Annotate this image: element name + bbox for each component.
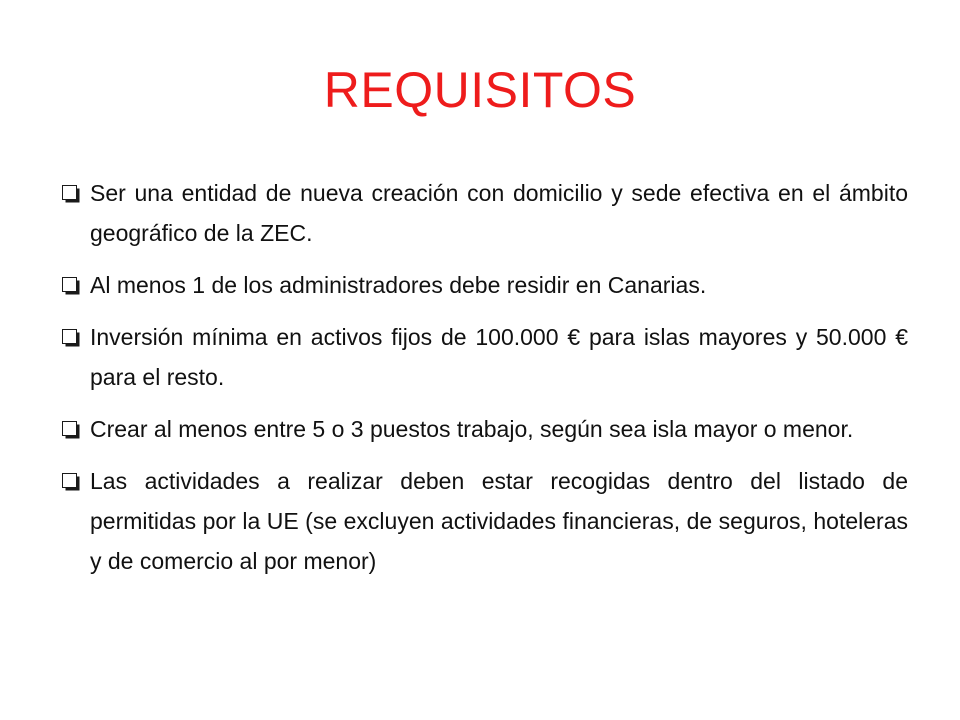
list-item — [62, 461, 908, 581]
square-bullet-icon — [62, 421, 77, 436]
list-item-text: Inversión mínima en activos fijos de 100.000 € para islas mayores y 50.000 € para el resto. — [90, 324, 908, 390]
list-item-text: Ser una entidad de nueva creación con domicilio y sede efectiva en el ámbito geográfico de la ZEC. — [90, 180, 908, 246]
requirements-list — [62, 173, 908, 593]
square-bullet-icon — [62, 185, 77, 200]
list-item — [62, 317, 908, 397]
square-bullet-icon — [62, 329, 77, 344]
square-bullet-icon — [62, 473, 77, 488]
square-bullet-icon — [62, 277, 77, 292]
slide-title: REQUISITOS — [323, 62, 637, 118]
list-item-text: Crear al menos entre 5 o 3 puestos trabajo, según sea isla mayor o menor. — [90, 416, 854, 442]
list-item-text: Al menos 1 de los administradores debe residir en Canarias. — [90, 272, 707, 298]
list-item — [62, 409, 908, 449]
list-item — [62, 265, 908, 305]
list-item — [62, 173, 908, 253]
list-item-text: Las actividades a realizar deben estar recogidas dentro del listado de permitidas por la UE (se excluyen actividades financieras, de seguros, hoteleras y de comercio al por menor) — [90, 468, 908, 574]
